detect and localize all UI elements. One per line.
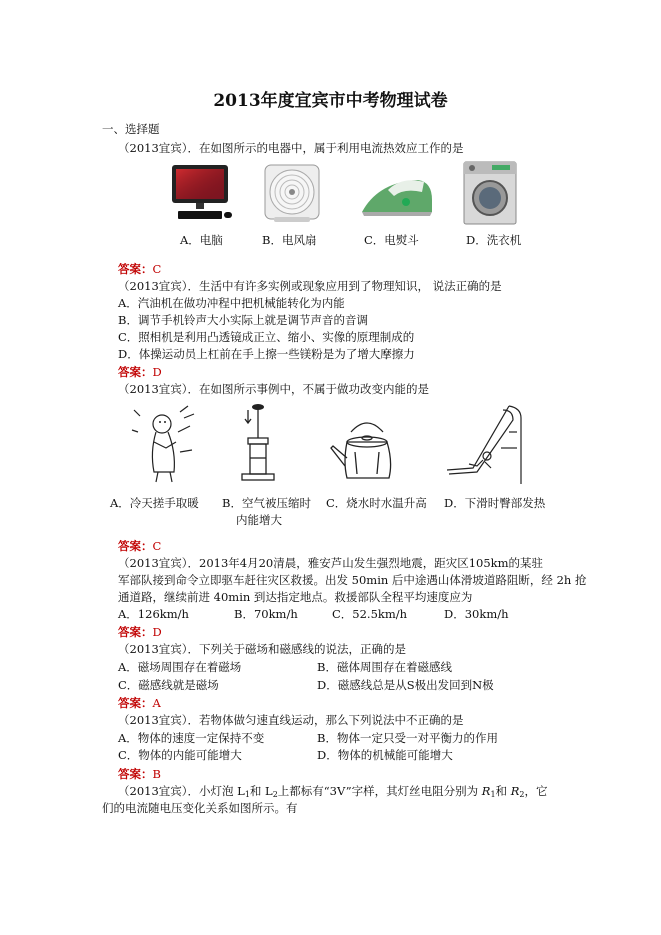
q2-option-a: A．汽油机在做功冲程中把机械能转化为内能 <box>118 296 345 310</box>
q5-option-b: B．磁体周围存在着磁感线 <box>317 660 452 674</box>
q4-line2: 军部队接到命令立即驱车赶往灾区救援。出发 50min 后中途遇山体滑坡道路阻断，经 2h 抢 <box>118 573 587 587</box>
q1-option-c: C．电熨斗 <box>364 233 419 247</box>
q6-option-c: C．物体的内能可能增大 <box>118 748 242 762</box>
q5-option-c: C．磁感线就是磁场 <box>118 678 219 692</box>
q3-answer: 答案：C <box>118 539 162 553</box>
q2-stem: （2013宜宾）．生活中有许多实例或现象应用到了物理知识， 说法正确的是 <box>118 279 502 293</box>
q5-option-a: A．磁场周围存在着磁场 <box>118 660 242 674</box>
q6-answer: 答案：B <box>118 767 161 781</box>
q1-option-b: B．电风扇 <box>262 233 317 247</box>
q1-option-d: D．洗衣机 <box>466 233 522 247</box>
slide-picture <box>447 402 531 486</box>
q4-option-d: D．30km/h <box>444 607 509 621</box>
computer-picture <box>168 163 238 223</box>
rubbing-hands-picture <box>130 402 200 484</box>
iron-picture <box>358 170 436 220</box>
q4-option-a: A．126km/h <box>118 607 189 621</box>
q3-option-c: C．烧水时水温升高 <box>326 496 427 510</box>
q6-stem: （2013宜宾）．若物体做匀速直线运动，那么下列说法中不正确的是 <box>118 713 464 727</box>
q6-option-d: D．物体的机械能可能增大 <box>317 748 453 762</box>
q6-option-a: A．物体的速度一定保持不变 <box>118 731 265 745</box>
section-heading: 一、选择题 <box>102 122 160 136</box>
q4-option-b: B．70km/h <box>234 607 298 621</box>
fan-picture <box>262 162 322 224</box>
air-compression-picture <box>238 402 278 484</box>
page-title: 2013年度宜宾市中考物理试卷 <box>213 91 448 111</box>
q3-option-b: B．空气被压缩时 <box>222 496 311 510</box>
q4-line1: （2013宜宾）．2013年4月20清晨，雅安芦山发生强烈地震，距灾区105km的某驻 <box>118 556 544 570</box>
q5-option-d: D．磁感线总是从S极出发回到N极 <box>317 678 494 692</box>
q7-line2: 们的电流随电压变化关系如图所示。有 <box>102 801 298 815</box>
q4-answer: 答案：D <box>118 625 162 639</box>
q2-answer: 答案：D <box>118 365 162 379</box>
kettle-picture <box>327 418 405 486</box>
q4-line3: 通道路，继续前进 40min 到达指定地点。救援部队全程平均速度应为 <box>118 590 473 604</box>
q3-stem: （2013宜宾）．在如图所示事例中，不属于做功改变内能的是 <box>118 382 430 396</box>
q2-option-d: D．体操运动员上杠前在手上擦一些镁粉是为了增大摩擦力 <box>118 347 415 361</box>
q4-option-c: C．52.5km/h <box>332 607 408 621</box>
q1-answer: 答案：C <box>118 262 162 276</box>
q1-option-a: A．电脑 <box>180 233 223 247</box>
q2-option-b: B．调节手机铃声大小实际上就是调节声音的音调 <box>118 313 368 327</box>
washing-machine-picture <box>462 160 518 226</box>
q3-option-b-line2: 内能增大 <box>236 513 282 527</box>
q6-option-b: B．物体一定只受一对平衡力的作用 <box>317 731 498 745</box>
q2-option-c: C．照相机是利用凸透镜成正立、缩小、实像的原理制成的 <box>118 330 415 344</box>
q3-option-a: A．冷天搓手取暖 <box>110 496 199 510</box>
q5-stem: （2013宜宾）．下列关于磁场和磁感线的说法，正确的是 <box>118 642 407 656</box>
q7-line1: （2013宜宾）．小灯泡 $L_1$和 $L_2$上都标有“3V”字样，其灯丝电阻分别为 $R_1$和 $R_2$，它 <box>118 784 548 799</box>
q3-option-d: D．下滑时臀部发热 <box>444 496 546 510</box>
q1-stem: （2013宜宾）．在如图所示的电器中，属于利用电流热效应工作的是 <box>118 141 464 155</box>
q5-answer: 答案：A <box>118 696 161 710</box>
